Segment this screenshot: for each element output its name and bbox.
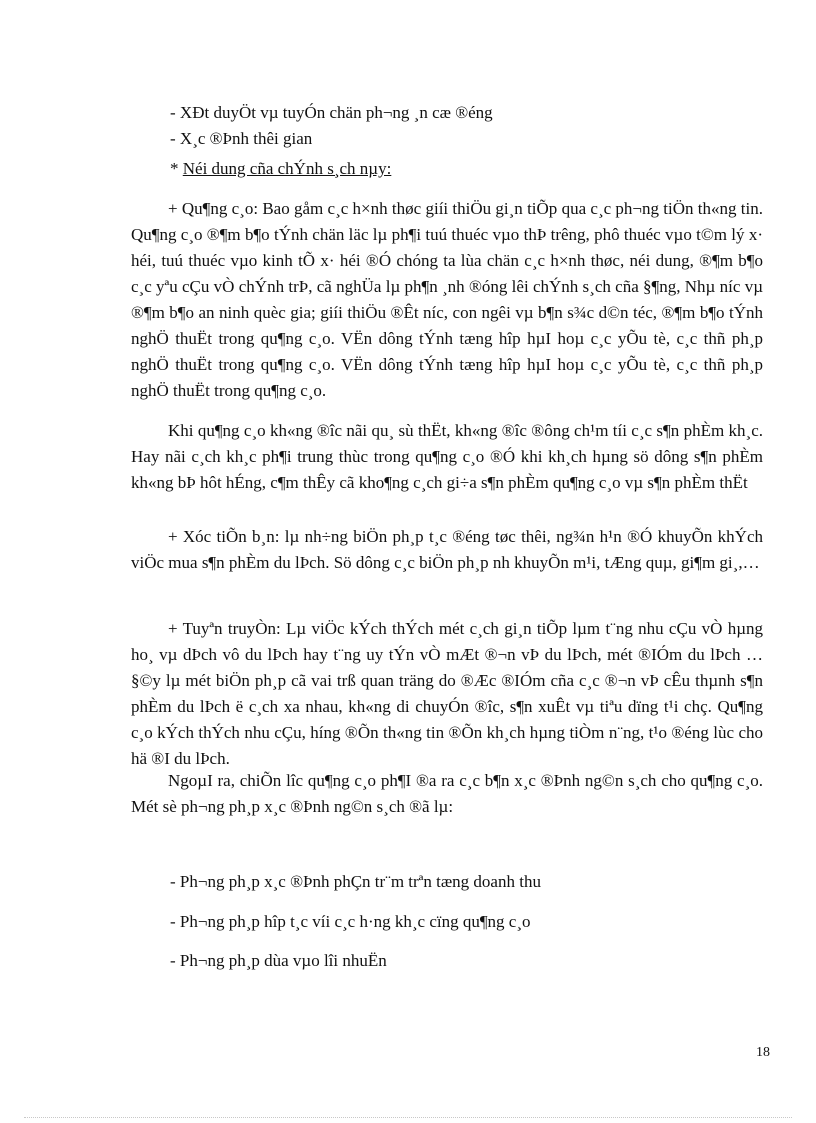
paragraph-budget: NgoµI ra, chiÕn lîc qu¶ng c¸o ph¶I ®a ra c¸c b¶n x¸c ®Þnh ng©n s¸ch cho qu¶ng c¸o. Mét sè ph¬ng ph¸p x¸c ®Þnh ng©n s¸ch ®ã lµ:	[131, 771, 763, 816]
section-heading-content	[170, 156, 391, 182]
page-number: 18	[756, 1045, 770, 1060]
method-cooperation: - Ph¬ng ph¸p hîp t¸c víi c¸c h·ng kh¸c cïng qu¶ng c¸o	[170, 912, 531, 931]
footer-dotted-rule	[24, 1117, 792, 1118]
bullet-line-timing: - X¸c ®Þnh thêi gian	[170, 129, 313, 148]
heading-text: Néi dung cña chÝnh s¸ch nµy:	[182, 159, 392, 178]
method-profit: - Ph¬ng ph¸p dùa vµo lîi nhuËn	[170, 951, 387, 970]
bullet-line-review: - XÐt duyÖt vµ tuyÓn chän ph¬ng ¸n cæ ®éng	[170, 103, 493, 122]
method-percent-revenue: - Ph¬ng ph¸p x¸c ®Þnh phÇn tr¨m trªn tæng doanh thu	[170, 872, 541, 891]
paragraph-advertising: + Qu¶ng c¸o: Bao gåm c¸c h×nh thøc giíi thiÖu gi¸n tiÕp qua c¸c ph¬ng tiÖn th«ng tin. Qu¶ng c¸o ®¶m b¶o tÝnh chän läc lµ ph¶i tuú thuéc vµo thÞ trêng, phô thuéc vµo t©m lý x· héi, tuú thuéc vµo kinh tÕ x· héi ®Ó chóng ta lùa chän c¸c h×nh thøc, néi dung, ®¶m b¶o c¸c yªu cÇu vÒ chÝnh trÞ, cã nghÜa lµ ph¶n ¸nh ®óng lêi chÝnh s¸ch cña §¶ng, Nhµ níc vµ ®¶m b¶o an ninh quèc gia; giíi thiÖu ®Êt níc, con ngêi vµ b¶n s¾c d©n téc, ®¶m b¶o tÝnh nghÖ thuËt trong qu¶ng c¸o. VËn dông tÝnh tæng hîp hµI hoµ c¸c yÕu tè, c¸c thñ ph¸p nghÖ thuËt trong qu¶ng c¸o. VËn dông tÝnh tæng hîp hµI hoµ c¸c yÕu tè, c¸c thñ ph¸p nghÖ thuËt trong qu¶ng c¸o.	[131, 199, 763, 400]
paragraph-publicity: + Tuyªn truyÒn: Lµ viÖc kÝch thÝch mét c¸ch gi¸n tiÕp lµm t¨ng nhu cÇu vÒ hµng ho¸ vµ dÞch vô du lÞch hay t¨ng uy tÝn vÒ mÆt ®¬n vÞ du lÞch, mét ®IÓm du lÞch … §©y lµ mét biÖn ph¸p cã vai trß quan träng do ®Æc ®IÓm cña c¸c ®¬n vÞ cÊu thµnh s¶n phÈm du lÞch ë c¸ch xa nhau, kh«ng di chuyÓn ®îc, s¶n xuÊt vµ tiªu dïng t¹i chç. Qu¶ng c¸o kÝch thÝch nhu cÇu, híng ®Õn th«ng tin ®Õn kh¸ch hµng tiÒm n¨ng, t¹o ®éng lùc cho hä ®I du lÞch.	[131, 619, 763, 768]
paragraph-sales-promotion: + Xóc tiÕn b¸n: lµ nh÷ng biÖn ph¸p t¸c ®éng tøc thêi, ng¾n h¹n ®Ó khuyÕn khÝch viÖc mua s¶n phÈm du lÞch. Sö dông c¸c biÖn ph¸p nh khuyÕn m¹i, tÆng quµ, gi¶m gi¸,…	[131, 527, 763, 572]
paragraph-truthful-ads: Khi qu¶ng c¸o kh«ng ®îc nãi qu¸ sù thËt, kh«ng ®îc ®ông ch¹m tíi c¸c s¶n phÈm kh¸c. Hay nãi c¸ch kh¸c ph¶i trung thùc trong qu¶ng c¸o ®Ó khi kh¸ch hµng sö dông s¶n phÈm kh«ng bÞ hôt hÉng, c¶m thÊy cã kho¶ng c¸ch gi÷a s¶n phÈm qu¶ng c¸o vµ s¶n phÈm thËt	[131, 421, 763, 492]
heading-star: *	[170, 159, 183, 178]
